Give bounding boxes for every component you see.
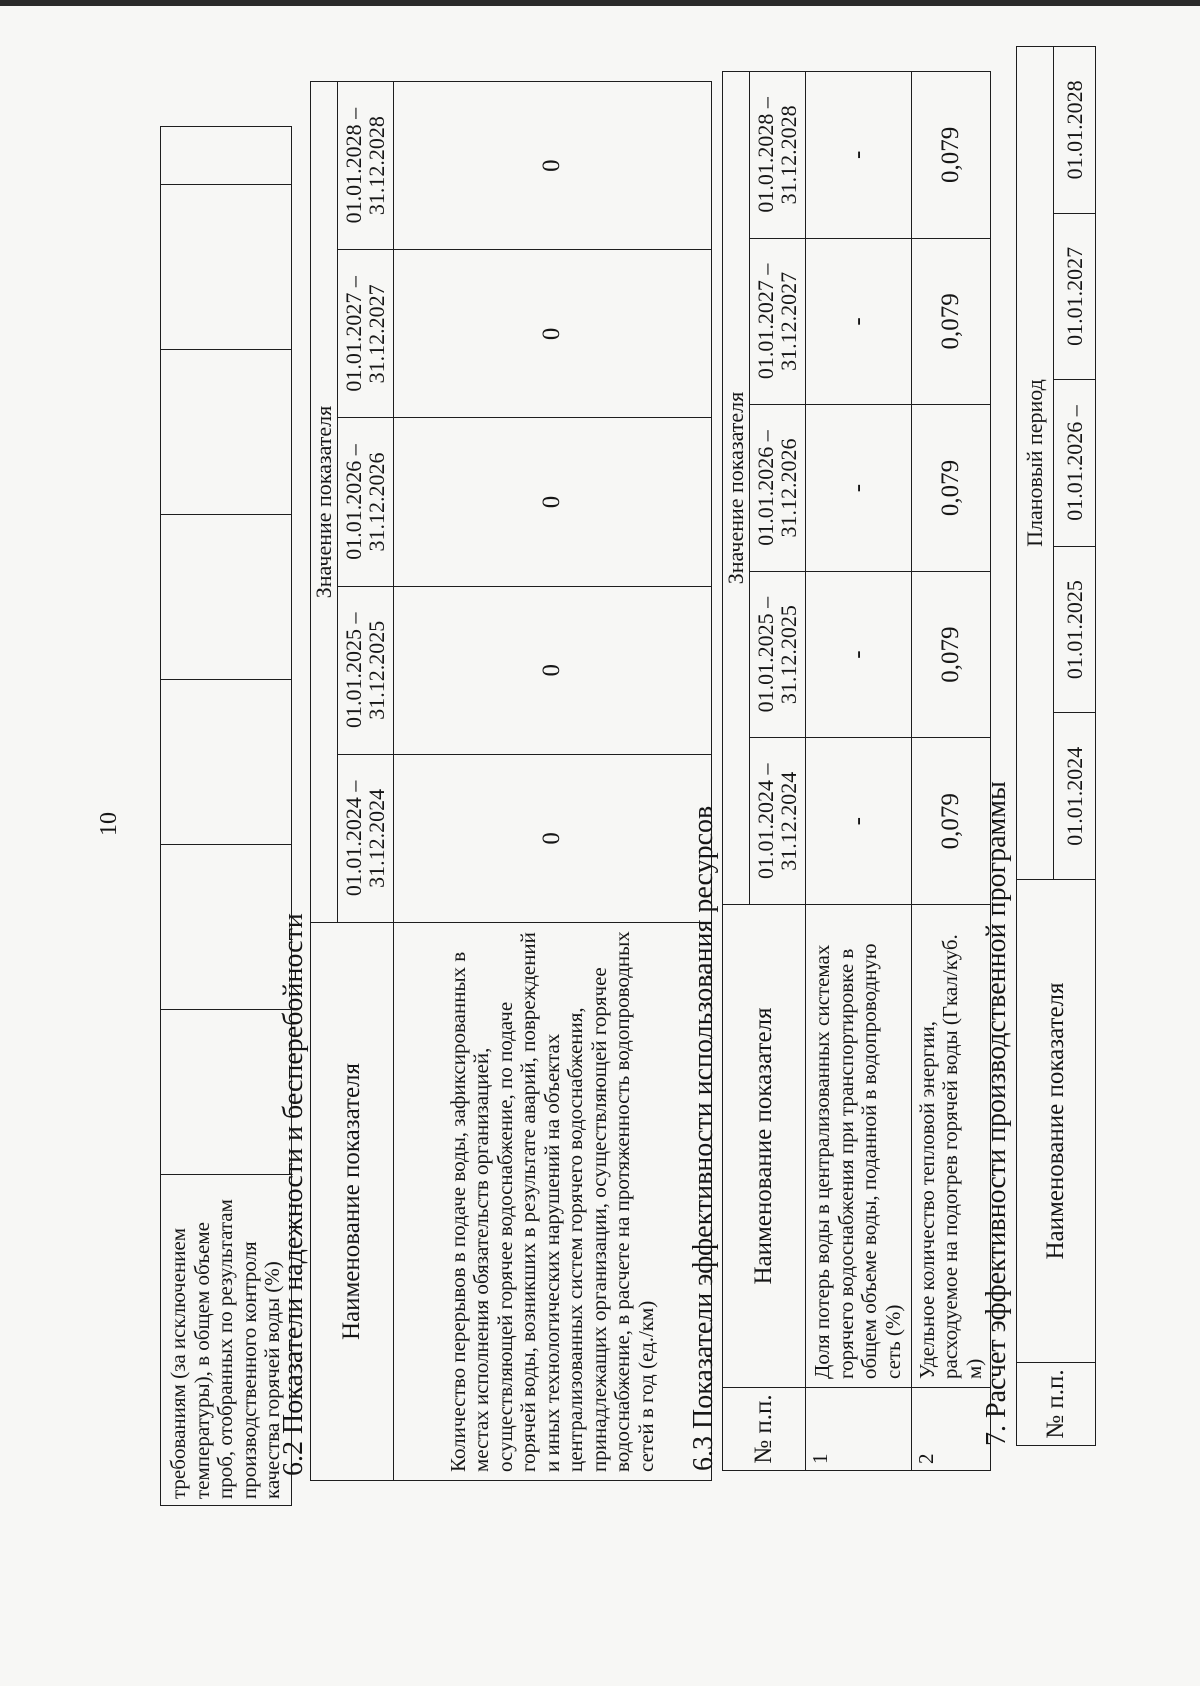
water-loss-value-2026: - bbox=[805, 405, 911, 572]
header-indicator-name: Наименование показателя bbox=[311, 923, 394, 1481]
quality-value-cell bbox=[161, 1010, 292, 1175]
heat-energy-value-2025: 0,079 bbox=[911, 571, 991, 738]
reliability-value-2028: 0 bbox=[393, 82, 711, 250]
period-2024: 01.01.2024 bbox=[1053, 713, 1095, 880]
quality-value-cell bbox=[161, 680, 292, 845]
period-2028: 01.01.2028 bbox=[1053, 47, 1095, 214]
program-efficiency-table bbox=[1016, 46, 1096, 1446]
reliability-table bbox=[310, 81, 712, 1481]
water-loss-value-2024: - bbox=[805, 738, 911, 905]
heat-energy-value-2028: 0,079 bbox=[911, 72, 991, 239]
period-2025: 01.01.2025 bbox=[1053, 546, 1095, 713]
period-2026: 01.01.2026 – 31.12.2026 bbox=[749, 405, 805, 572]
top-quality-table bbox=[160, 126, 292, 1506]
page-number: 10 bbox=[96, 812, 122, 836]
header-indicator-name: Наименование показателя bbox=[723, 905, 806, 1388]
quality-value-cell bbox=[161, 185, 292, 350]
section-7-title: 7. Расчет эффективности производственной программы bbox=[981, 781, 1012, 1446]
period-2026: 01.01.2026 – 31.12.2026 bbox=[337, 418, 393, 586]
period-2025: 01.01.2025 – 31.12.2025 bbox=[337, 586, 393, 754]
quality-value-cell bbox=[161, 127, 292, 185]
reliability-value-2027: 0 bbox=[393, 250, 711, 418]
reliability-value-2024: 0 bbox=[393, 754, 711, 922]
header-indicator-value: Значение показателя bbox=[723, 72, 750, 905]
heat-energy-indicator-name: Удельное количество тепловой энергии, расходуемое на подогрев горячей воды (Гкал/куб. м) bbox=[911, 905, 991, 1388]
water-loss-value-2025: - bbox=[805, 571, 911, 738]
quality-value-cell bbox=[161, 515, 292, 680]
row-number: 2 bbox=[911, 1388, 991, 1471]
quality-indicator-text: требованиям (за исключением температуры), в общем объеме проб, отобранных по результатам производственного контроля качества горячей воды (%) bbox=[161, 1175, 292, 1506]
section-6-2-title: 6.2 Показатели надежности и бесперебойности bbox=[278, 913, 309, 1476]
reliability-indicator-name: Количество перерывов в подаче воды, зафиксированных в местах исполнения обязательств организацией, осуществляющей горячее водоснабжение, по подаче горячей воды, возникших в результате аварий, повреждений и иных технологических нарушений на объектах централизованных систем горячего водоснабжения, принадлежащих организации, осуществляющей горячее водоснабжение, в расчете на протяженность водопроводных сетей в год (ед./км) bbox=[393, 923, 711, 1481]
period-2025: 01.01.2025 – 31.12.2025 bbox=[749, 571, 805, 738]
resource-efficiency-table bbox=[722, 71, 991, 1471]
quality-value-cell bbox=[161, 845, 292, 1010]
header-indicator-name: Наименование показателя bbox=[1017, 880, 1096, 1363]
section-6-3-title: 6.3 Показатели эффективности использования ресурсов bbox=[688, 805, 719, 1471]
period-2026: 01.01.2026 – bbox=[1053, 380, 1095, 547]
reliability-value-2026: 0 bbox=[393, 418, 711, 586]
period-2027: 01.01.2027 – 31.12.2027 bbox=[749, 238, 805, 405]
heat-energy-value-2026: 0,079 bbox=[911, 405, 991, 572]
quality-value-cell bbox=[161, 350, 292, 515]
water-loss-value-2028: - bbox=[805, 72, 911, 239]
water-loss-value-2027: - bbox=[805, 238, 911, 405]
reliability-value-2025: 0 bbox=[393, 586, 711, 754]
row-number: 1 bbox=[805, 1388, 911, 1471]
header-planned-period: Плановый период bbox=[1017, 47, 1054, 880]
header-row-number: № п.п. bbox=[723, 1388, 806, 1471]
period-2027: 01.01.2027 – 31.12.2027 bbox=[337, 250, 393, 418]
period-2028: 01.01.2028 – 31.12.2028 bbox=[749, 72, 805, 239]
header-indicator-value: Значение показателя bbox=[311, 82, 338, 923]
period-2027: 01.01.2027 bbox=[1053, 213, 1095, 380]
water-loss-indicator-name: Доля потерь воды в централизованных системах горячего водоснабжения при транспортировке в общем объеме воды, поданной в водопроводную сеть (%) bbox=[805, 905, 911, 1388]
period-2024: 01.01.2024 – 31.12.2024 bbox=[749, 738, 805, 905]
heat-energy-value-2027: 0,079 bbox=[911, 238, 991, 405]
heat-energy-value-2024: 0,079 bbox=[911, 738, 991, 905]
header-row-number: № п.п. bbox=[1017, 1363, 1096, 1446]
period-2024: 01.01.2024 – 31.12.2024 bbox=[337, 754, 393, 922]
period-2028: 01.01.2028 – 31.12.2028 bbox=[337, 82, 393, 250]
